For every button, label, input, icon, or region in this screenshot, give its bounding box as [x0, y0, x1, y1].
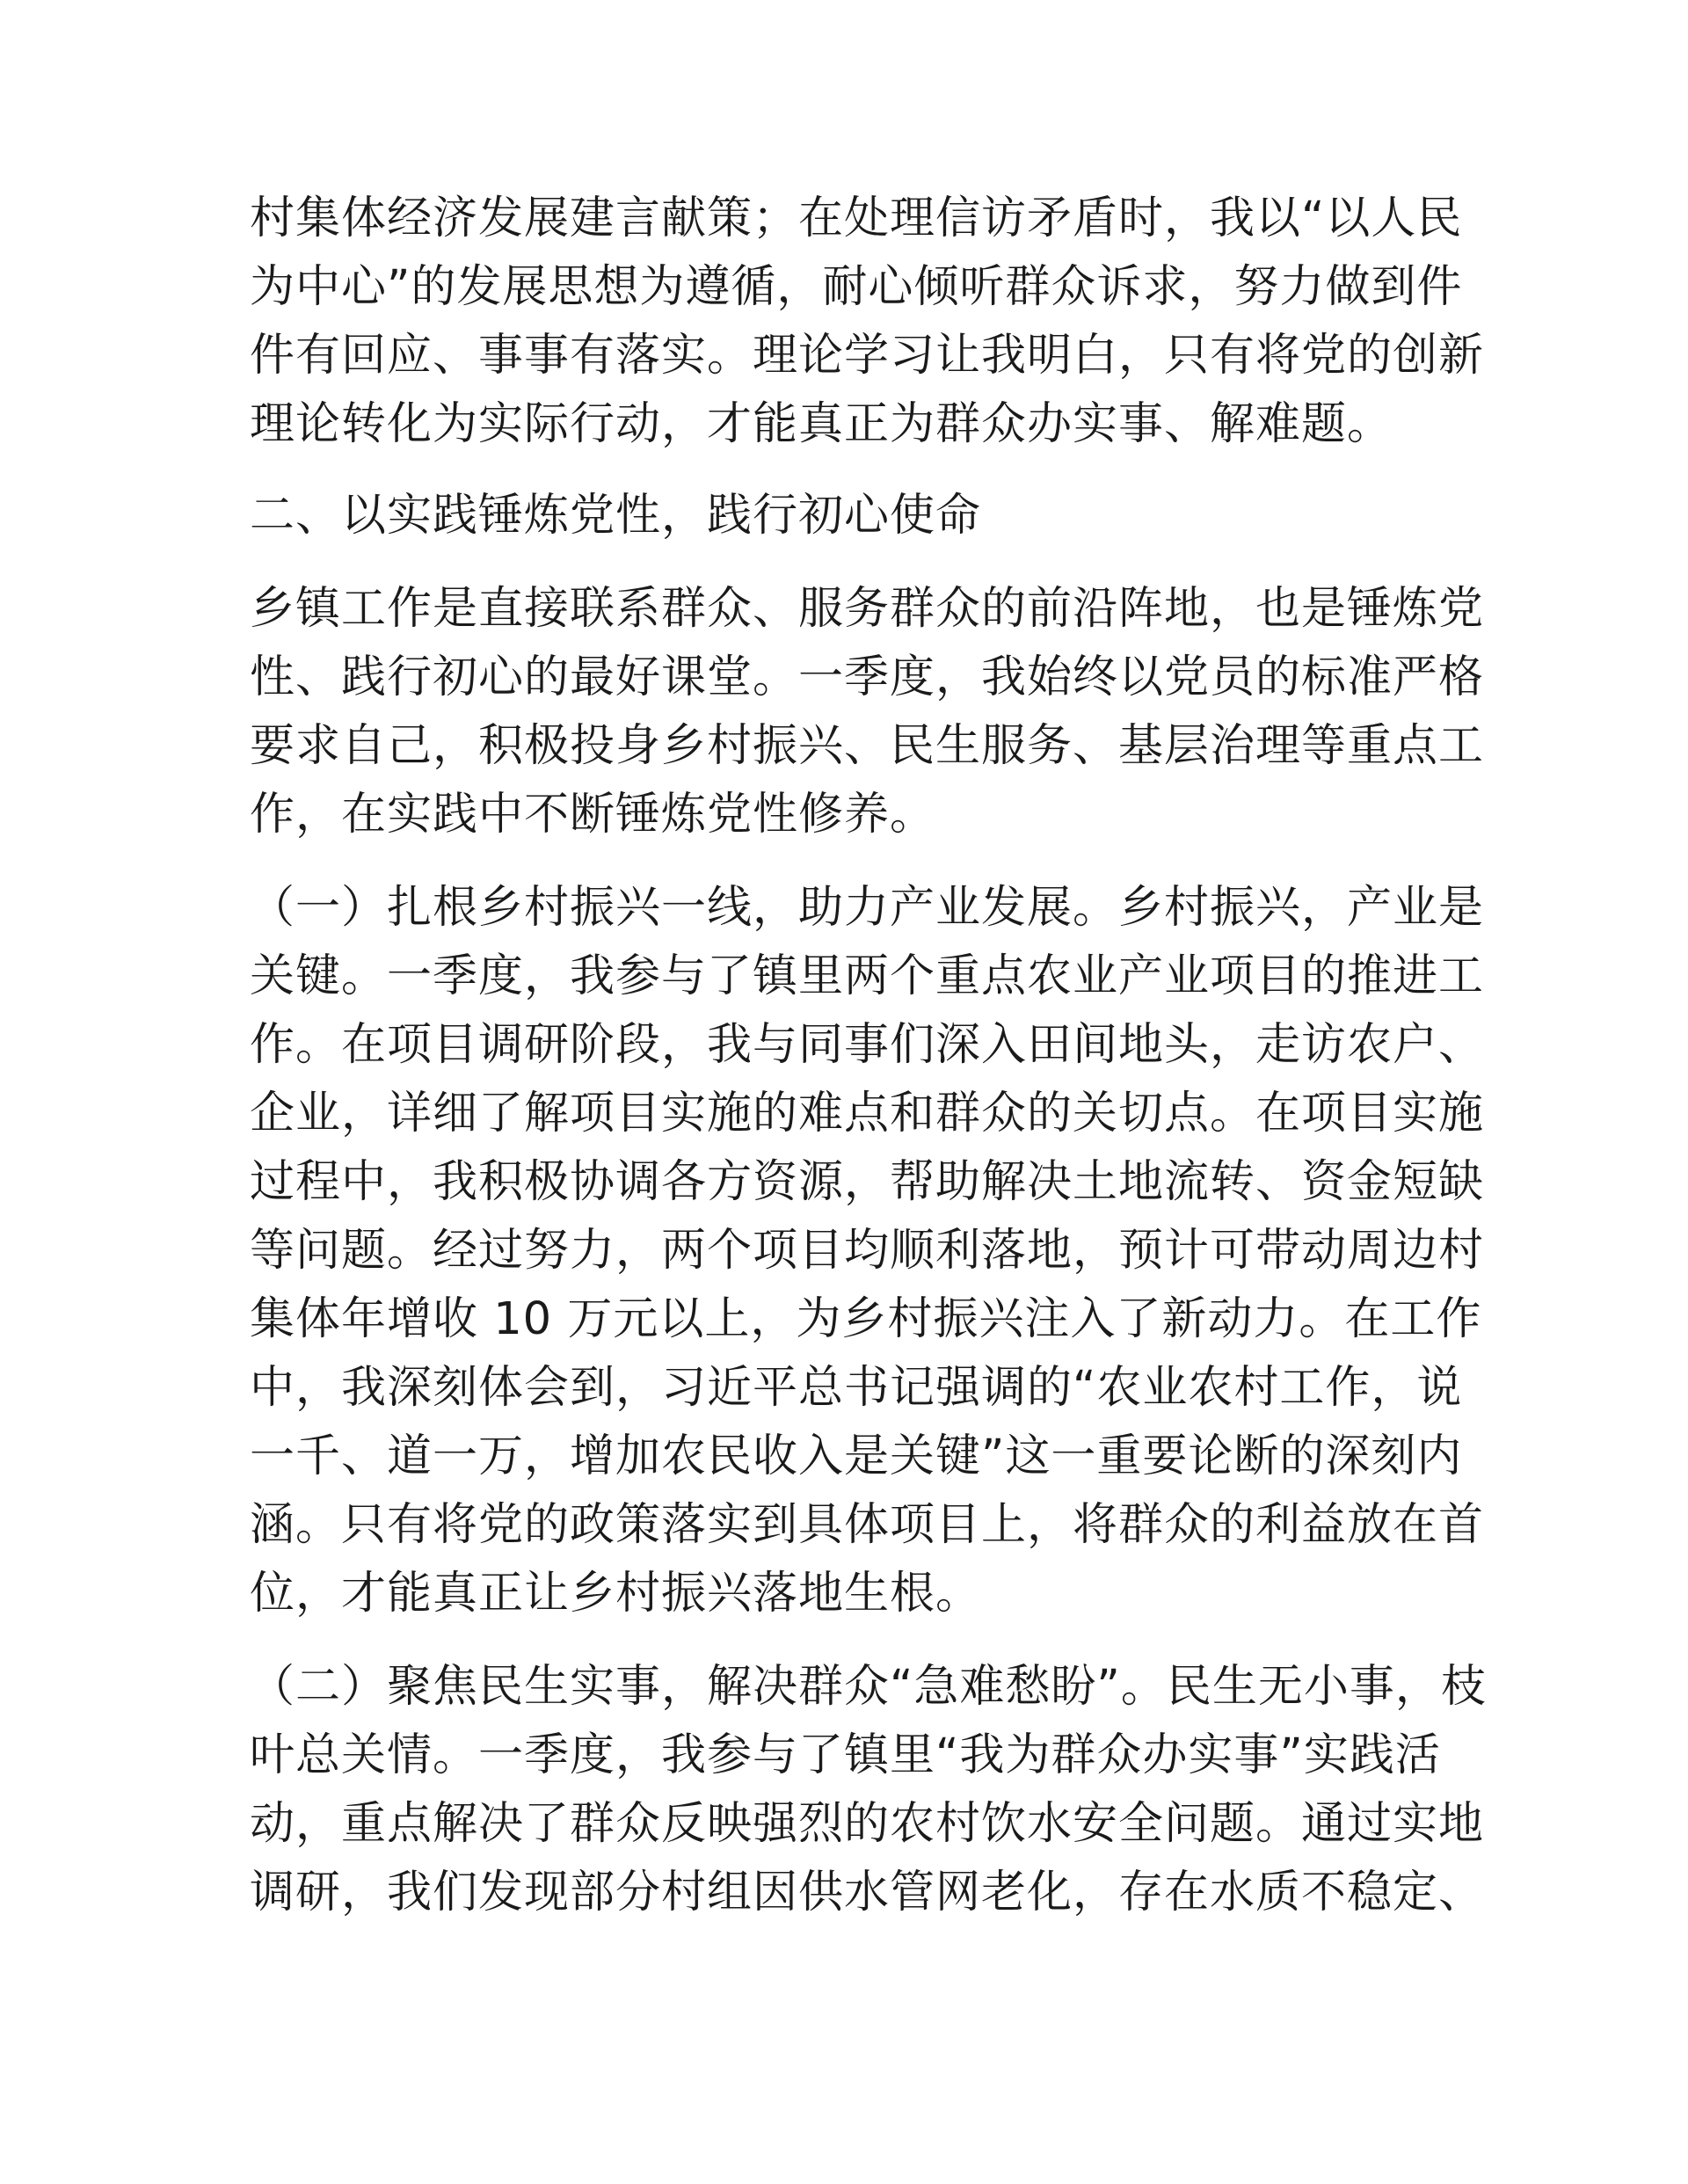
text-line: 性、践行初心的最好课堂。一季度，我始终以党员的标准严格 — [250, 652, 1485, 703]
text-line: 为中心”的发展思想为遵循，耐心倾听群众诉求，努力做到件 — [250, 261, 1463, 313]
paragraph-subsection-2 — [250, 1653, 1487, 1927]
text-line: 位，才能真正让乡村振兴落地生根。 — [250, 1568, 982, 1620]
text-line: 村集体经济发展建言献策；在处理信访矛盾时，我以“以人民 — [250, 193, 1463, 244]
document-body — [250, 185, 1487, 1927]
text-line: 集体年增收 10 万元以上，为乡村振兴注入了新动力。在工作 — [250, 1293, 1482, 1345]
text-line: 动，重点解决了群众反映强烈的农村饮水安全问题。通过实地 — [250, 1798, 1485, 1850]
text-line: 要求自己，积极投身乡村振兴、民生服务、基层治理等重点工 — [250, 720, 1485, 772]
text-line: 叶总关情。一季度，我参与了镇里“我为群众办实事”实践活 — [250, 1729, 1441, 1781]
heading-line: 二、以实践锤炼党性，践行初心使命 — [250, 490, 982, 542]
text-line: 过程中，我积极协调各方资源，帮助解决土地流转、资金短缺 — [250, 1156, 1485, 1208]
text-line: 企业，详细了解项目实施的难点和群众的关切点。在项目实施 — [250, 1088, 1485, 1139]
text-line: 作。在项目调研阶段，我与同事们深入田间地头，走访农户、 — [250, 1019, 1485, 1071]
text-line: 等问题。经过努力，两个项目均顺利落地，预计可带动周边村 — [250, 1225, 1485, 1277]
text-line: 件有回应、事事有落实。理论学习让我明白，只有将党的创新 — [250, 330, 1485, 382]
paragraph-intro — [250, 185, 1485, 459]
text-line: （二）聚焦民生实事，解决群众“急难愁盼”。民生无小事，枝 — [250, 1661, 1487, 1713]
text-line: 乡镇工作是直接联系群众、服务群众的前沿阵地，也是锤炼党 — [250, 583, 1485, 635]
text-line: 关键。一季度，我参与了镇里两个重点农业产业项目的推进工 — [250, 950, 1485, 1002]
text-line: 理论转化为实际行动，才能真正为群众办实事、解难题。 — [250, 398, 1393, 450]
text-line: 调研，我们发现部分村组因供水管网老化，存在水质不稳定、 — [250, 1867, 1485, 1918]
paragraph-subsection-1 — [250, 874, 1485, 1628]
text-line: 涵。只有将党的政策落实到具体项目上，将群众的利益放在首 — [250, 1499, 1485, 1551]
text-line: （一）扎根乡村振兴一线，助力产业发展。乡村振兴，产业是 — [250, 882, 1485, 934]
text-line: 作，在实践中不断锤炼党性修养。 — [250, 789, 936, 841]
text-line: 一千、道一万，增加农民收入是关键”这一重要论断的深刻内 — [250, 1431, 1463, 1482]
section-heading — [250, 482, 1438, 550]
text-line: 中，我深刻体会到，习近平总书记强调的“农业农村工作，说 — [250, 1362, 1463, 1414]
paragraph-section-intro — [250, 575, 1485, 849]
